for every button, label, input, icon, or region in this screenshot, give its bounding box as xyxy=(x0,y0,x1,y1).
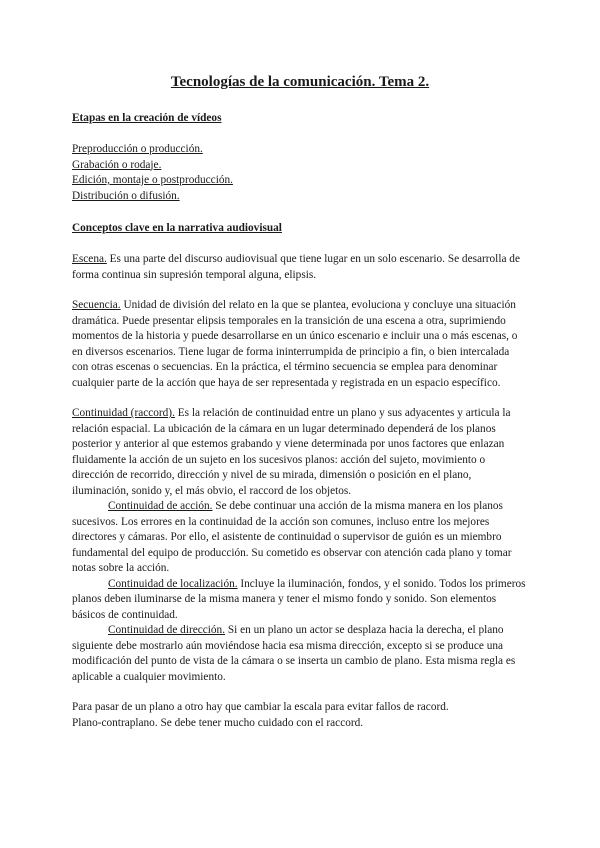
term-continuidad-accion: Continuidad de acción. xyxy=(108,500,213,512)
paragraph-secuencia xyxy=(72,298,528,391)
paragraph-closing-1: Para pasar de un plano a otro hay que cambiar la escala para evitar fallos de racord. xyxy=(72,701,449,713)
paragraph-closing-2: Plano-contraplano. Se debe tener mucho cuidado con el raccord. xyxy=(72,716,364,729)
paragraph-escena xyxy=(72,252,528,283)
definition-continuidad: Es la relación de continuidad entre un plano y sus adyacentes y articula la relación espacial. La ubicación de la cámara en un lugar determinado dependerá de los planos posterior y anterior al que estemos grabando y viene determinada por unos factores que enlazan fluidamente la acción de un sujeto en los sucesivos planos: acción del sujeto, movimiento o dirección de recorrido, dirección y nivel de su mirada, dimensión o posición en el plano, iluminación, sonido y, el más obvio, el raccord de los objetos. xyxy=(72,407,511,497)
section-heading-concepts: Conceptos clave en la narrativa audiovisual xyxy=(72,222,282,234)
term-escena: Escena. xyxy=(72,253,107,265)
stages-list xyxy=(72,142,528,204)
list-item: Preproducción o producción. xyxy=(72,143,203,155)
definition-continuidad-localizacion: Incluye la iluminación, fondos, y el sonido. Todos los primeros planos deben iluminarse de la misma manera y tener el mismo fondo y sonido. Son elementos básicos de continuidad. xyxy=(72,577,526,621)
definition-continuidad-direccion: Si en un plano un actor se desplaza hacia la derecha, el plano siguiente debe mostrarlo aún moviéndose hacia esa misma dirección, excepto si se produce una modificación del punto de vista de la cámara o se inserta un cambio de plano. Esta misma regla es aplicable a cualquier movimiento. xyxy=(72,624,516,683)
section-heading-stages: Etapas en la creación de vídeos xyxy=(72,112,222,124)
term-continuidad-direccion: Continuidad de dirección. xyxy=(108,624,226,636)
paragraph-continuidad-accion xyxy=(72,499,528,577)
list-item: Edición, montaje o postproducción. xyxy=(72,174,233,186)
paragraph-continuidad xyxy=(72,406,528,499)
paragraph-continuidad-direccion xyxy=(72,623,528,685)
definition-continuidad-accion: Se debe continuar una acción de la misma manera en los planos sucesivos. Los errores en la continuidad de la acción son comunes, incluso entre los mejores directores y cámaras. Por ello, el asistente de continuidad o supervisor de guión es un miembro fundamental del equipo de producción. Su cometido es observar con atención cada plano y tomar notas sobre la acción. xyxy=(72,500,512,574)
definition-secuencia: Unidad de división del relato en la que se plantea, evoluciona y concluye una situación dramática. Puede presentar elipsis temporales en la transición de una escena a otra, suprimiendo momentos de la historia y puede desarrollarse en un único escenario e incluir una o más escenas, o en diversos escenarios. Tiene lugar de forma ininterrumpida de principio a fin, o bien intercalada con otras escenas o secuencias. En la práctica, el término secuencia se emplea para denominar cualquier parte de la acción que haya de ser representada y registrada en un espacio específico. xyxy=(72,299,518,389)
term-continuidad: Continuidad (raccord). xyxy=(72,407,175,419)
list-item: Grabación o rodaje. xyxy=(72,158,162,171)
page-title: Tecnologías de la comunicación. Tema 2. xyxy=(170,74,430,90)
list-item: Distribución o difusión. xyxy=(72,189,180,202)
document-page xyxy=(72,72,528,731)
definition-escena: Es una parte del discurso audiovisual que tiene lugar en un solo escenario. Se desarrolla de forma continua sin supresión temporal alguna, elipsis. xyxy=(72,253,520,281)
term-secuencia: Secuencia. xyxy=(72,299,121,311)
term-continuidad-localizacion: Continuidad de localización. xyxy=(108,577,238,590)
paragraph-continuidad-localizacion xyxy=(72,577,528,624)
